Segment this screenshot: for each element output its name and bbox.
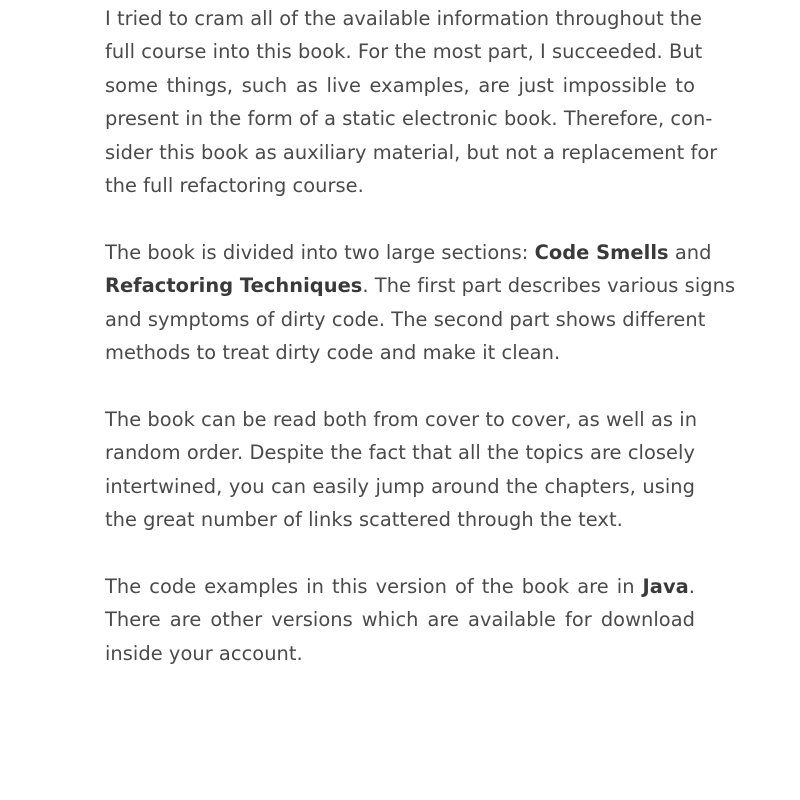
text-segment: The book can be read both from cover to cover, as well as in <box>105 407 698 431</box>
text-segment: the full refactoring course. <box>105 174 364 198</box>
text-segment: full course into this book. For the most part, I succeeded. But <box>105 40 703 64</box>
text-line <box>105 136 718 169</box>
text-line <box>105 102 713 135</box>
text-line <box>105 336 695 369</box>
text-line <box>105 35 703 68</box>
paragraph-3 <box>105 403 698 537</box>
paragraph-1 <box>105 2 718 202</box>
text-segment: methods to treat dirty code and make it clean. <box>105 341 561 365</box>
text-line <box>105 236 712 269</box>
text-segment: The book is divided into two large sections: <box>105 240 535 264</box>
text-line <box>105 470 695 503</box>
bold-term: Java <box>642 574 689 598</box>
text-segment: The code examples in this version of the book are in <box>105 574 643 598</box>
text-line <box>105 637 695 670</box>
text-line <box>105 603 695 636</box>
text-segment: some things, such as live examples, are just impossible to <box>105 73 695 97</box>
text-segment: and <box>668 240 712 264</box>
text-segment: . <box>688 574 695 598</box>
bold-term: Code Smells <box>534 240 669 264</box>
text-segment: intertwined, you can easily jump around the chapters, using <box>105 474 695 498</box>
book-page-text <box>105 2 736 670</box>
paragraph-2 <box>105 236 736 370</box>
text-line <box>105 503 695 536</box>
text-segment: the great number of links scattered through the text. <box>105 508 623 532</box>
text-line <box>105 436 695 469</box>
bold-term: Refactoring Techniques <box>105 274 363 298</box>
text-line <box>105 570 695 603</box>
paragraph-4 <box>105 570 695 670</box>
text-line <box>105 2 702 35</box>
text-segment: I tried to cram all of the available information throughout the <box>105 7 702 30</box>
text-segment: random order. Despite the fact that all the topics are closely <box>105 441 695 465</box>
text-line <box>105 69 695 102</box>
text-line <box>105 269 736 302</box>
text-segment: . The first part describes various signs <box>362 274 736 298</box>
text-line <box>105 303 706 336</box>
text-line <box>105 403 698 436</box>
text-segment: present in the form of a static electronic book. Therefore, con- <box>105 107 713 131</box>
text-segment: sider this book as auxiliary material, but not a replacement for <box>105 140 718 164</box>
text-segment: There are other versions which are available for download <box>105 608 695 632</box>
text-segment: inside your account. <box>105 641 303 665</box>
text-line <box>105 169 695 202</box>
text-segment: and symptoms of dirty code. The second part shows different <box>105 307 706 331</box>
